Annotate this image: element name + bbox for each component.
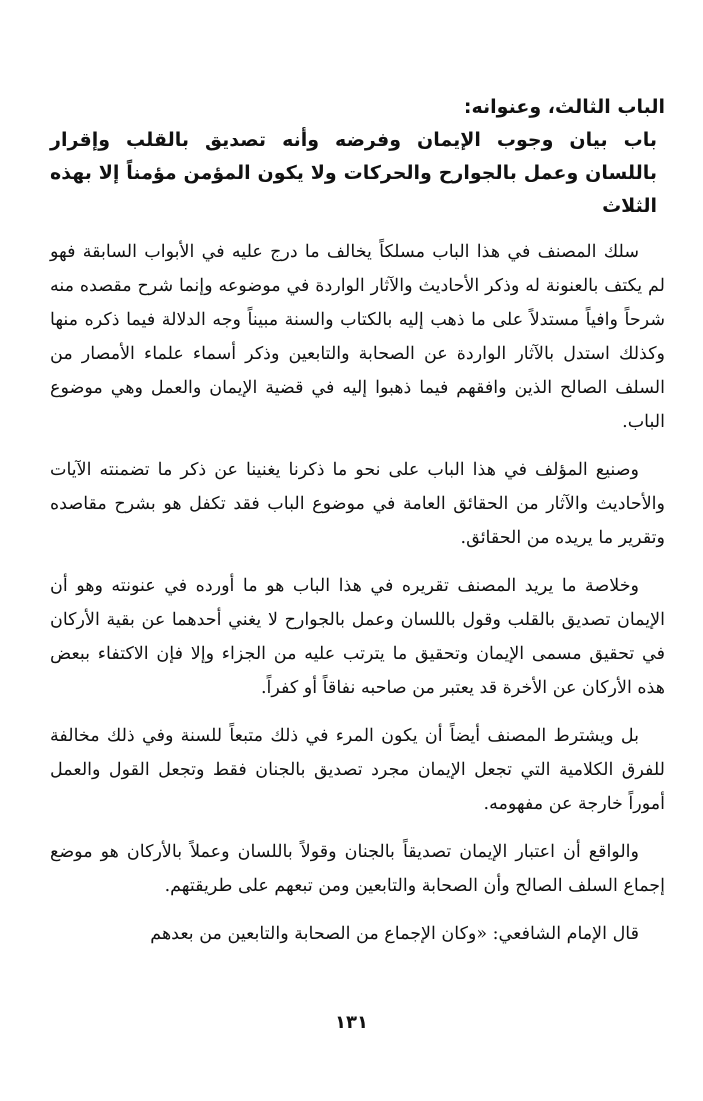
page-body [50,92,665,965]
paragraph-6: قال الإمام الشافعي: «وكان الإجماع من الصحابة والتابعين من بعدهم [150,924,639,944]
page-number: ١٣١ [335,1012,368,1033]
paragraph-5: والواقع أن اعتبار الإيمان تصديقاً بالجنان وقولاً باللسان وعملاً بالأركان هو موضع إجماع السلف الصالح وأن الصحابة والتابعين ومن تبعهم على طريقتهم. [50,842,665,896]
paragraph-2: وصنيع المؤلف في هذا الباب على نحو ما ذكرنا يغنينا عن ذكر ما تضمنته الآيات والأحاديث والآثار من الحقائق العامة في موضوع الباب فقد تكفل هو بشرح مقاصده وتقرير ما يريده من الحقائق. [50,460,665,548]
paragraph-3: وخلاصة ما يريد المصنف تقريره في هذا الباب هو ما أورده في عنونته وهو أن الإيمان تصديق بالقلب وقول باللسان وعمل بالجوارح لا يغني أحدهما عن بقية الأركان في تحقيق مسمى الإيمان وتحقيق ما يترتب عليه من الجزاء وإلا فإن الاكتفاء ببعض هذه الأركان عن الأخرة قد يعتبر من صاحبه نفاقاً أو كفراً. [50,576,665,698]
chapter-title: باب بيان وجوب الإيمان وفرضه وأنه تصديق بالقلب وإقرار باللسان وعمل بالجوارح والحركات ولا يكون المؤمن مؤمناً إلا بهذه الثلاث [50,129,657,217]
paragraph-4: بل ويشترط المصنف أيضاً أن يكون المرء في ذلك متبعاً للسنة وفي ذلك مخالفة للفرق الكلامية التي تجعل الإيمان مجرد تصديق بالجنان فقط وتجعل القول والعمل أموراً خارجة عن مفهومه. [50,726,665,814]
chapter-heading: الباب الثالث، وعنوانه: [463,96,665,118]
paragraph-1: سلك المصنف في هذا الباب مسلكاً يخالف ما درج عليه في الأبواب السابقة فهو لم يكتف بالعنونة له وذكر الأحاديث والآثار الواردة في موضوعه وإنما شرح مقصده منه شرحاً وافياً مستدلاً على ما ذهب إليه بالكتاب والسنة مبيناً وجه الدلالة فيما ذكره منها وكذلك استدل بالآثار الواردة عن الصحابة والتابعين وذكر أسماء علماء الأمصار من السلف الصالح الذين وافقهم فيما ذهبوا إليه في قضية الإيمان والعمل وهي موضوع الباب. [50,242,665,432]
